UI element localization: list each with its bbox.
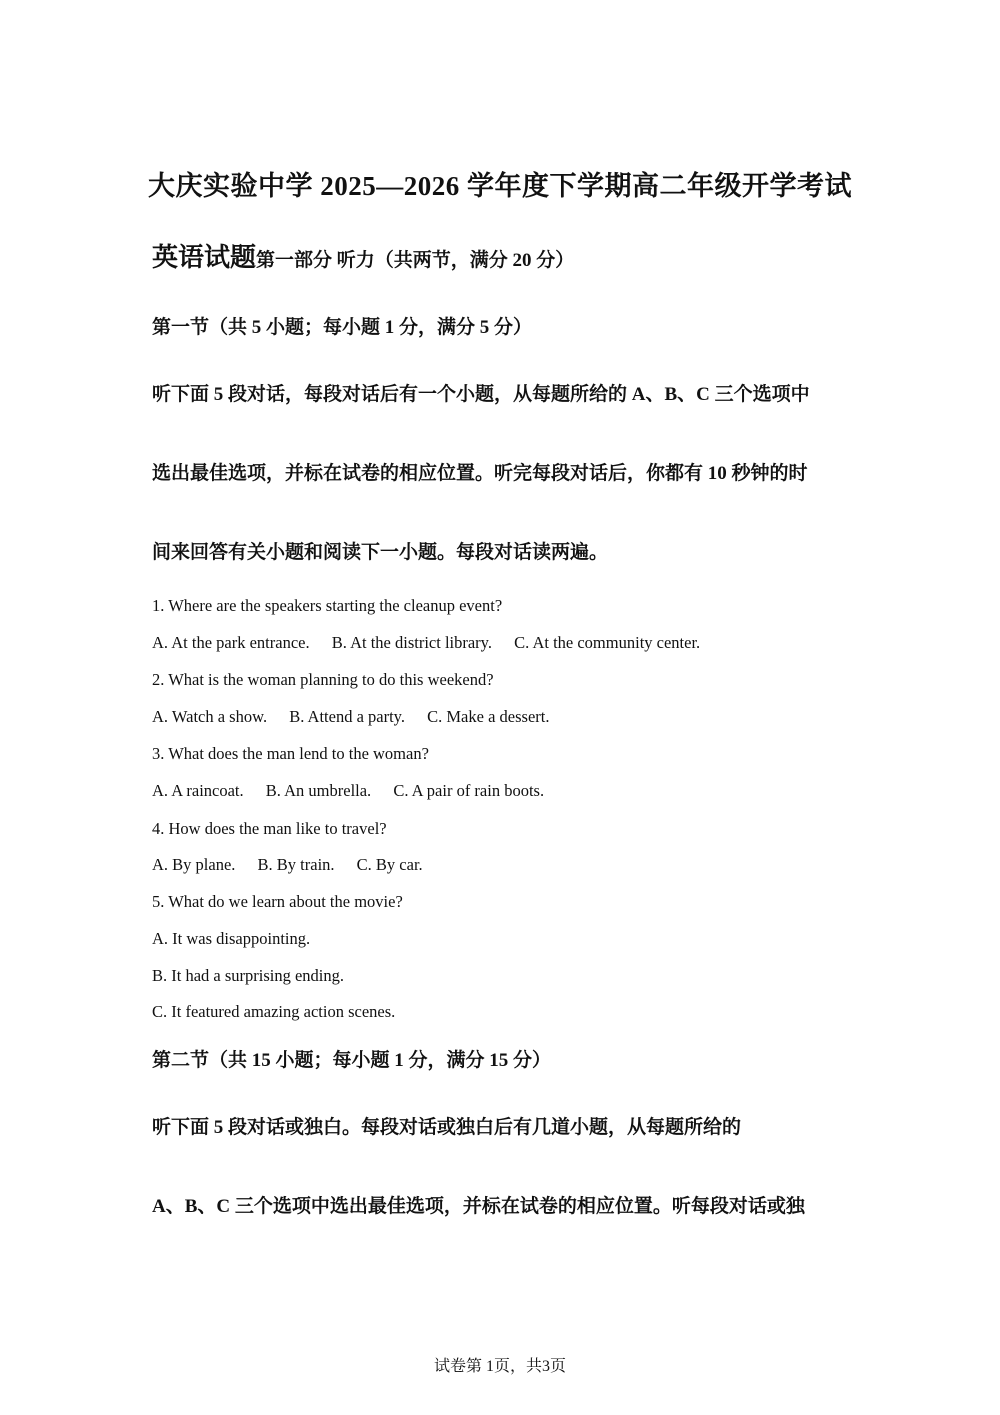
option-b: B. Attend a party. (289, 707, 405, 726)
option-c: C. Make a dessert. (427, 707, 550, 726)
option-c: C. A pair of rain boots. (393, 781, 545, 800)
section1-instruction-line: 间来回答有关小题和阅读下一小题。每段对话读两遍。 (152, 542, 609, 563)
question-stem: 2. What is the woman planning to do this weekend? (152, 670, 494, 689)
option-b: B. It had a surprising ending. (152, 966, 345, 985)
option-a: A. By plane. (152, 855, 236, 874)
option-a: A. A raincoat. (152, 781, 244, 800)
section2-instruction-line: 听下面 5 段对话或独白。每段对话或独白后有几道小题，从每题所给的 (152, 1117, 742, 1138)
question-options (152, 706, 549, 728)
question-stem: 5. What do we learn about the movie? (152, 892, 403, 911)
question-stem: 1. Where are the speakers starting the cleanup event? (152, 596, 503, 615)
section1-instruction-line: 听下面 5 段对话，每段对话后有一个小题，从每题所给的 A、B、C 三个选项中 (152, 384, 810, 405)
section1-heading: 第一节（共 5 小题；每小题 1 分，满分 5 分） (152, 317, 533, 338)
option-c: C. By car. (356, 855, 423, 874)
exam-title: 大庆实验中学 2025—2026 学年度下学期高二年级开学考试 (148, 171, 852, 201)
option-a: A. Watch a show. (152, 707, 268, 726)
option-c: C. At the community center. (514, 633, 701, 652)
part-heading: 第一部分 听力（共两节，满分 20 分） (256, 250, 575, 271)
section2-heading: 第二节（共 15 小题；每小题 1 分，满分 15 分） (152, 1050, 552, 1071)
option-a: A. At the park entrance. (152, 633, 310, 652)
option-c: C. It featured amazing action scenes. (152, 1002, 396, 1021)
question-options (152, 632, 700, 654)
section1-instruction-line: 选出最佳选项，并标在试卷的相应位置。听完每段对话后，你都有 10 秒钟的时 (152, 463, 808, 484)
exam-subtitle (152, 240, 574, 280)
subject-title: 英语试题 (152, 243, 257, 272)
section2-instruction-line: A、B、C 三个选项中选出最佳选项，并标在试卷的相应位置。听每段对话或独 (152, 1196, 805, 1217)
question-stem: 4. How does the man like to travel? (152, 819, 387, 838)
option-b: B. At the district library. (331, 633, 492, 652)
page-footer: 试卷第 1页，共3页 (433, 1358, 566, 1375)
option-a: A. It was disappointing. (152, 929, 311, 948)
option-b: B. An umbrella. (265, 781, 372, 800)
option-b: B. By train. (257, 855, 335, 874)
question-options (152, 780, 544, 802)
question-options (152, 854, 423, 876)
question-stem: 3. What does the man lend to the woman? (152, 744, 429, 763)
